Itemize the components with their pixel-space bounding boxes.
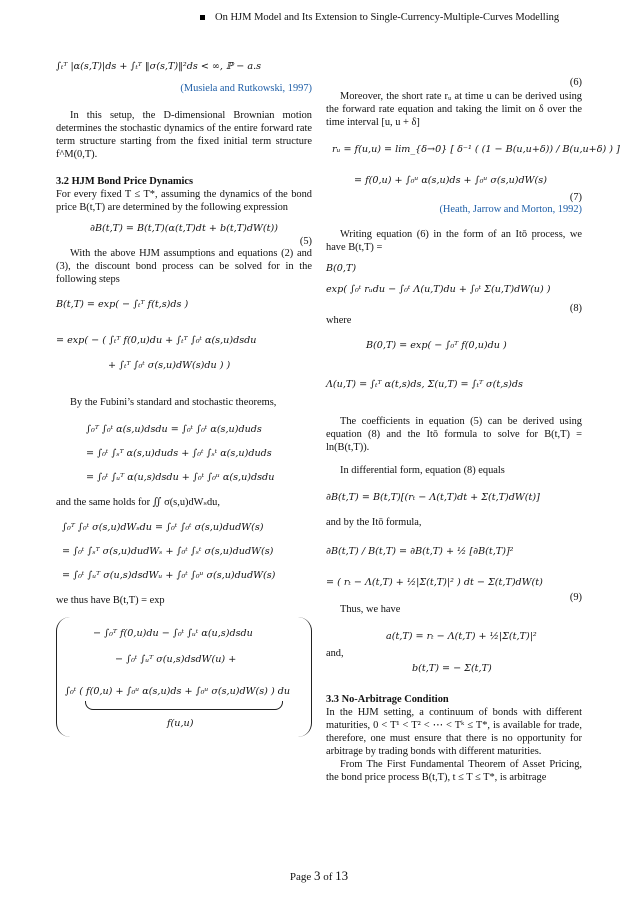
left-column (56, 60, 312, 737)
equation-5-number: (5) (299, 236, 312, 247)
section-heading-3-3: 3.3 No-Arbitrage Condition (326, 694, 449, 705)
paragraph-same-holds: and the same holds for ∬ σ(s,u)dWₛdu, (56, 497, 220, 508)
header-title: On HJM Model and Its Extension to Single-Currency-Multiple-Curves Modelling (215, 12, 560, 23)
paragraph-ftap: From The First Fundamental Theorem of Asset Pricing, the bond price process B(t,T), t ≤ T ≤ T*, is arbitrage (326, 759, 582, 783)
paragraph-fubini: By the Fubini’s standard and stochastic theorems, (70, 397, 277, 408)
short-rate-line2: = f(0,u) + ∫₀ᵘ α(s,u)ds + ∫₀ᵘ σ(s,u)dW(s) (354, 175, 547, 186)
stochastic-fubini-line2: = ∫₀ᵗ ∫ₛᵀ σ(s,u)dudWₛ + ∫₀ᵗ ∫ₛᵗ σ(s,u)dudW(s) (62, 546, 274, 557)
page-footer (0, 868, 638, 884)
exp-line3: ∫₀ᵗ ( f(0,u) + ∫₀ᵘ α(s,u)ds + ∫₀ᵘ σ(s,u)dW(s) ) du (65, 686, 291, 697)
paragraph-coefficients: The coefficients in equation (5) can be derived using equation (8) and the Itō formula to solve for B(t,T) = ln(B(t,T)). (326, 416, 582, 453)
equation-bond-exp: B(t,T) = exp( − ∫ₜᵀ f(t,s)ds ) (56, 299, 189, 310)
ito-line2: = ( rₜ − Λ(t,T) + ½|Σ(t,T)|² ) dt − Σ(t,T)dW(t) (326, 577, 543, 588)
exp-line2: − ∫₀ᵗ ∫ᵤᵀ σ(u,s)dsdW(u) + (115, 654, 237, 665)
ito-line1: ∂B(t,T) / B(t,T) = ∂B(t,T) + ½ [∂B(t,T)]² (326, 546, 514, 557)
exp-line1: − ∫₀ᵀ f(0,u)du − ∫₀ᵗ ∫ᵤᵗ α(u,s)dsdu (93, 628, 253, 639)
paragraph-brownian: In this setup, the D-dimensional Brownian motion determines the stochastic dynamics of the entire forward rate term structure starting from the fixed initial term structure f^M(0,T). (56, 110, 312, 160)
equation-7-number: (7) (569, 192, 582, 203)
drift-coefficient: a(t,T) = rₜ − Λ(t,T) + ½|Σ(t,T)|² (386, 631, 537, 642)
underbrace (85, 701, 283, 710)
exp-bracket (56, 617, 312, 737)
paragraph-ito-formula: and by the Itō formula, (326, 517, 422, 528)
paragraph-bond-price: For every fixed T ≤ T*, assuming the dynamics of the bond price B(t,T) are determined by the following expression (56, 189, 312, 213)
fubini-line3: = ∫₀ᵗ ∫ᵤᵀ α(u,s)dsdu + ∫₀ᵗ ∫₀ᵘ α(s,u)dsdu (86, 472, 275, 483)
running-header (200, 12, 624, 23)
fubini-line2: = ∫₀ᵗ ∫ₛᵀ α(s,u)duds + ∫₀ᵗ ∫ₛᵗ α(s,u)duds (86, 448, 272, 459)
text-where: where (326, 315, 352, 326)
equation-8-prefix: B(0,T) (326, 263, 357, 274)
paragraph-differential-form: In differential form, equation (8) equals (340, 465, 505, 476)
equation-bond-expanded-line2: + ∫ₜᵀ ∫₀ᵗ σ(s,u)dW(s)du ) ) (108, 360, 231, 371)
equation-9-number: (9) (569, 592, 582, 603)
footer-prefix: Page (289, 871, 314, 883)
stochastic-fubini-line1: ∫₀ᵀ ∫₀ᵗ σ(s,u)dWₛdu = ∫₀ᵗ ∫₀ᵗ σ(s,u)dudW(s) (62, 522, 264, 533)
volatility-coefficient: b(t,T) = − Σ(t,T) (412, 663, 492, 674)
paragraph-ito-process: Writing equation (6) in the form of an Itō process, we have B(t,T) = (326, 229, 582, 253)
citation-musiela: (Musiela and Rutkowski, 1997) (180, 83, 312, 94)
equation-5: ∂B(t,T) = B(t,T)(α(t,T)dt + b(t,T)dW(t)) (90, 223, 278, 234)
equation-8: exp( ∫₀ᵗ rᵤdu − ∫₀ᵗ Λ(u,T)du + ∫₀ᵗ Σ(u,T)dW(u) ) (326, 284, 551, 295)
definition-b0: B(0,T) = exp( − ∫₀ᵀ f(0,u)du ) (366, 340, 507, 351)
paragraph-thus-have: we thus have B(t,T) = exp (56, 595, 165, 606)
differential-equation: ∂B(t,T) = B(t,T)[(rₜ − Λ(t,T)dt + Σ(t,T)dW(t)] (326, 492, 540, 503)
footer-total-pages: 13 (335, 868, 349, 883)
equation-8-number: (8) (569, 303, 582, 314)
definition-lambda-sigma: Λ(u,T) = ∫ₜᵀ α(t,s)ds, Σ(u,T) = ∫ₜᵀ σ(t,s)ds (326, 379, 523, 390)
equation-6-number: (6) (569, 77, 582, 88)
citation-hjm: (Heath, Jarrow and Morton, 1992) (439, 204, 582, 215)
section-heading-3-2: 3.2 HJM Bond Price Dynamics (56, 176, 194, 187)
text-and: and, (326, 648, 344, 659)
fubini-line1: ∫₀ᵀ ∫₀ᵗ α(s,u)dsdu = ∫₀ᵗ ∫₀ᵗ α(s,u)duds (86, 424, 262, 435)
right-column (326, 76, 620, 784)
short-rate-line1: rᵤ = f(u,u) = lim_{δ→0} [ δ⁻¹ ( (1 − B(u,u+δ)) / B(u,u+δ) ) ] (332, 144, 620, 155)
bullet-icon (200, 15, 205, 20)
stochastic-fubini-line3: = ∫₀ᵗ ∫ᵤᵀ σ(u,s)dsdWᵤ + ∫₀ᵗ ∫₀ᵘ σ(s,u)dudW(s) (62, 570, 276, 581)
integrability-condition: ∫ₜᵀ |α(s,T)|ds + ∫ₜᵀ ‖σ(s,T)‖²ds < ∞, ℙ − a.s (56, 61, 262, 72)
paragraph-thus: Thus, we have (340, 604, 401, 615)
footer-of: of (320, 871, 336, 883)
paragraph-continuum-bonds: In the HJM setting, a continuum of bonds with different maturities, 0 < T¹ < T² < ⋯ < Tᵏ ≤ T*, is available for trade, therefore, one must ensure that there is no opportunity for arbitrage by trading bonds with different maturities. (326, 707, 582, 757)
paragraph-short-rate: Moreover, the short rate rᵤ at time u can be derived using the forward rate equation and taking the limit on δ over the time interval [u, u + δ] (326, 91, 582, 128)
equation-bond-expanded-line1: = exp( − ( ∫ₜᵀ f(0,u)du + ∫ₜᵀ ∫₀ᵗ α(s,u)dsdu (56, 335, 257, 346)
footer-page-number: 3 (313, 868, 321, 883)
exp-underbrace-label: f(u,u) (167, 718, 194, 729)
paragraph-hjm-assumptions: With the above HJM assumptions and equations (2) and (3), the discount bond process can be solved for in the following steps (56, 248, 312, 285)
